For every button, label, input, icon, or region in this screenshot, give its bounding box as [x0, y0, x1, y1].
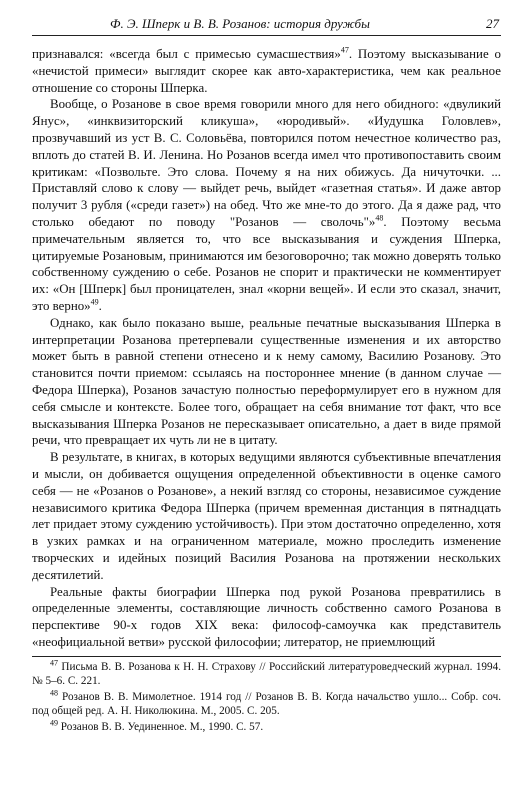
paragraph-2: Вообще, о Розанове в свое время говорили много для него обидного: «двуликий Янус», «инквизиторский кликуша», «юродивый». «Иудушка Головлев», прозвучавший из уст В. С. Соловьёва, повторился потом нечестное количество раз, вплоть до статей В. И. Ленина. Но Розанов всегда имел что противопоставить своим критикам: «Позвольте. Это слова. Почему я на них обижусь. Да ничуточки. ... Приставляй слово к слову — выйдет речь, выйдет «газетная статья». И даже автор получит 3 рубля («среди газет») на обед. Что же мне-то до этого. Да я даже рад, что столько обедают по поводу "Розанов — сволочь"»$^{48}$. Поэтому весьма примечательным является то, что все высказывания и суждения Шперка, цитируемые Розановым, принимаются им безоговорочно; так можно доверять только собственному суждению о себе. Розанов не спорит и практически не комментирует их: «Он [Шперк] был проницателен, знал «корни вещей». И если это сказал, значит, это верно»$^{49}$. [32, 97, 501, 313]
running-header [32, 16, 501, 36]
footnote-ref-48[interactable]: 48 [375, 213, 384, 223]
running-title: Ф. Э. Шперк и В. В. Розанов: история дружбы [110, 16, 370, 31]
footnote-ref-47[interactable]: 47 [340, 45, 349, 55]
main-text [32, 46, 501, 651]
footnote-48: $^{48}$ Розанов В. В. Мимолетное. 1914 год // Розанов В. В. Когда начальство ушло... Собр. соч. под общей ред. А. Н. Николюкина. М., 2005. С. 205. [32, 688, 501, 718]
paragraph-3: Однако, как было показано выше, реальные печатные высказывания Шперка в интерпретации Розанова претерпевали существенные изменения и их авторство может быть в равной степени отнесено и к нему самому, Василию Розанову. Это становится почти приемом: ссылаясь на постороннее мнение (в данном случае — Федора Шперка), Розанов зачастую полностью переформулирует его в нужном для себя смысле и контексте. Более того, обращает на себя внимание тот факт, что все высказывания Шперка Розанов не пересказывает описательно, а дает в виде прямой речи, что превращает их чуть ли не в цитату. [32, 315, 501, 448]
footnote-49: $^{49}$ Розанов В. В. Уединенное. М., 1990. С. 57. [50, 718, 264, 734]
paragraph-5: Реальные факты биографии Шперка под рукой Розанова превратились в определенные элементы, составляющие личность собственно самого Розанова в перспективе 90-х годов XIX века: философ-самоучка как представитель «неофициальной ветви» русской философии; литератор, не приемлющий [32, 584, 501, 649]
footnote-ref-49[interactable]: 49 [90, 297, 99, 307]
footnote-divider [32, 656, 501, 657]
page-number: 27 [486, 16, 499, 31]
footnote-47: $^{47}$ Письма В. В. Розанова к Н. Н. Страхову // Российский литературоведческий журнал. 1994. № 5–6. С. 221. [32, 657, 501, 688]
footnotes [32, 656, 501, 735]
paragraph-4: В результате, в книгах, в которых ведущими являются субъективные впечатления и мысли, он добивается ощущения определенной объективности в оценке самого себя — не «Розанов о Розанове», а некий взгляд со стороны, независимое суждение независимого критика Федора Шперка (причем временная дистанция в пятнадцать лет придает этому суждению устойчивость). При этом достаточно определенно, хотя в узких рамках и на ограниченном материале, можно проследить изменение творческих и идейных позиций Василия Розанова на протяжении нескольких десятилетий. [32, 450, 501, 582]
paragraph-1: признавался: «всегда был с примесью сумасшествия»$^{47}$. Поэтому высказывание о «нечистой примеси» выглядит скорее как авто-характеристика, чем как реальное отношение со стороны Шперка. [32, 45, 501, 95]
